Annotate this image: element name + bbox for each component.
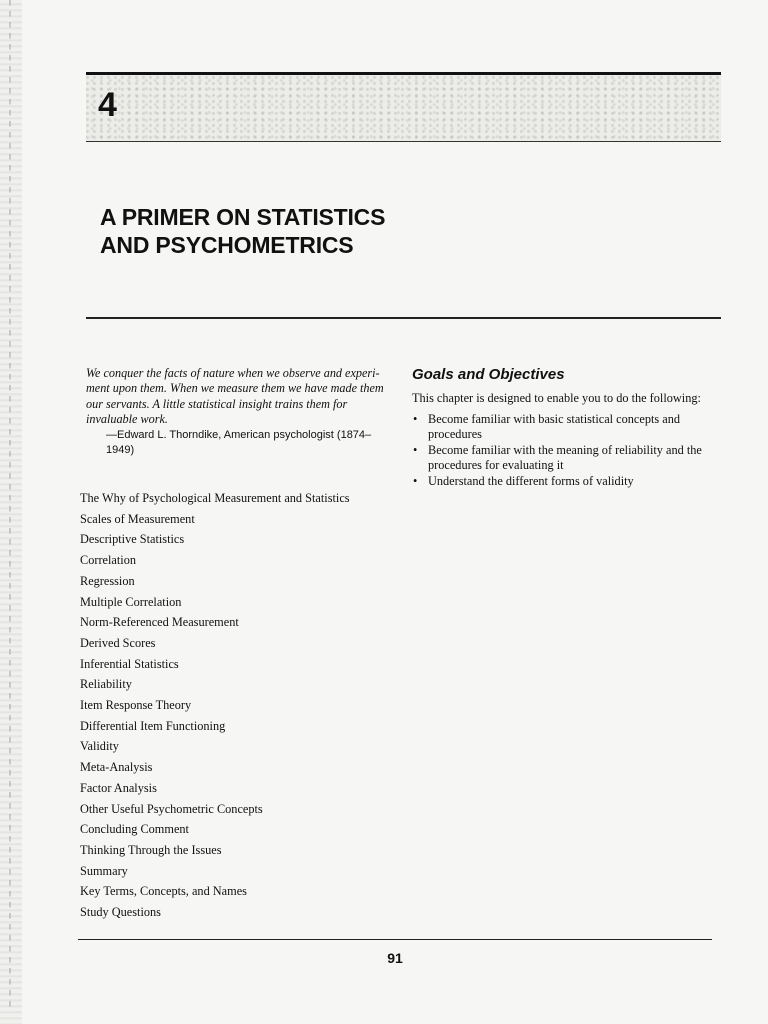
chapter-number: 4 xyxy=(98,86,117,124)
goals-heading: Goals and Objectives xyxy=(412,366,565,383)
chapter-title-line-1: A PRIMER ON STATISTICS xyxy=(100,204,386,230)
goals-section xyxy=(412,365,722,490)
divider-rule-top xyxy=(86,317,721,319)
contents-item: Meta-Analysis xyxy=(80,760,153,775)
contents-item: Key Terms, Concepts, and Names xyxy=(80,884,247,899)
contents-item: Correlation xyxy=(80,553,137,568)
goals-item: • Become familiar with basic statistical concepts and procedures xyxy=(412,412,722,442)
contents-item: Descriptive Statistics xyxy=(80,532,185,547)
divider-rule-bottom xyxy=(78,939,712,940)
contents-item: Differential Item Functioning xyxy=(80,718,226,733)
contents-item: Study Questions xyxy=(80,905,161,920)
chapter-title-line-2: AND PSYCHOMETRICS xyxy=(100,232,354,258)
contents-item: Derived Scores xyxy=(80,635,156,650)
chapter-contents-list xyxy=(80,488,400,923)
contents-item: Norm-Referenced Measurement xyxy=(80,615,239,630)
contents-item: Validity xyxy=(80,739,119,754)
contents-item: Other Useful Psychometric Concepts xyxy=(80,801,263,816)
chapter-title xyxy=(100,203,660,259)
contents-item: Scales of Measurement xyxy=(80,511,195,526)
contents-item: Inferential Statistics xyxy=(80,656,179,671)
goals-intro: This chapter is designed to enable you to do the following: xyxy=(412,391,701,405)
page-number: 91 xyxy=(387,950,403,966)
contents-item: Thinking Through the Issues xyxy=(80,842,222,857)
contents-item: The Why of Psychological Measurement and Statistics xyxy=(80,491,350,505)
epigraph-quote: We conquer the facts of nature when we observe and experi-ment upon them. When we measure them we have made them our servants. A little statistical insight trains them for invaluable work. xyxy=(86,366,384,427)
contents-item: Reliability xyxy=(80,677,132,692)
goals-list xyxy=(412,412,722,489)
contents-item: Regression xyxy=(80,573,135,588)
epigraph xyxy=(86,366,396,458)
goals-item: • Become familiar with the meaning of reliability and the procedures for evaluating it xyxy=(412,443,722,473)
contents-item: Factor Analysis xyxy=(80,780,157,795)
contents-item: Summary xyxy=(80,863,128,878)
chapter-banner xyxy=(86,72,721,142)
contents-item: Item Response Theory xyxy=(80,698,192,713)
contents-item: Concluding Comment xyxy=(80,822,189,837)
goals-item: • Understand the different forms of validity xyxy=(412,474,722,489)
epigraph-attribution: —Edward L. Thorndike, American psychologist (1874–1949) xyxy=(106,428,372,456)
scan-binding-edge xyxy=(0,0,22,1024)
contents-item: Multiple Correlation xyxy=(80,594,182,609)
